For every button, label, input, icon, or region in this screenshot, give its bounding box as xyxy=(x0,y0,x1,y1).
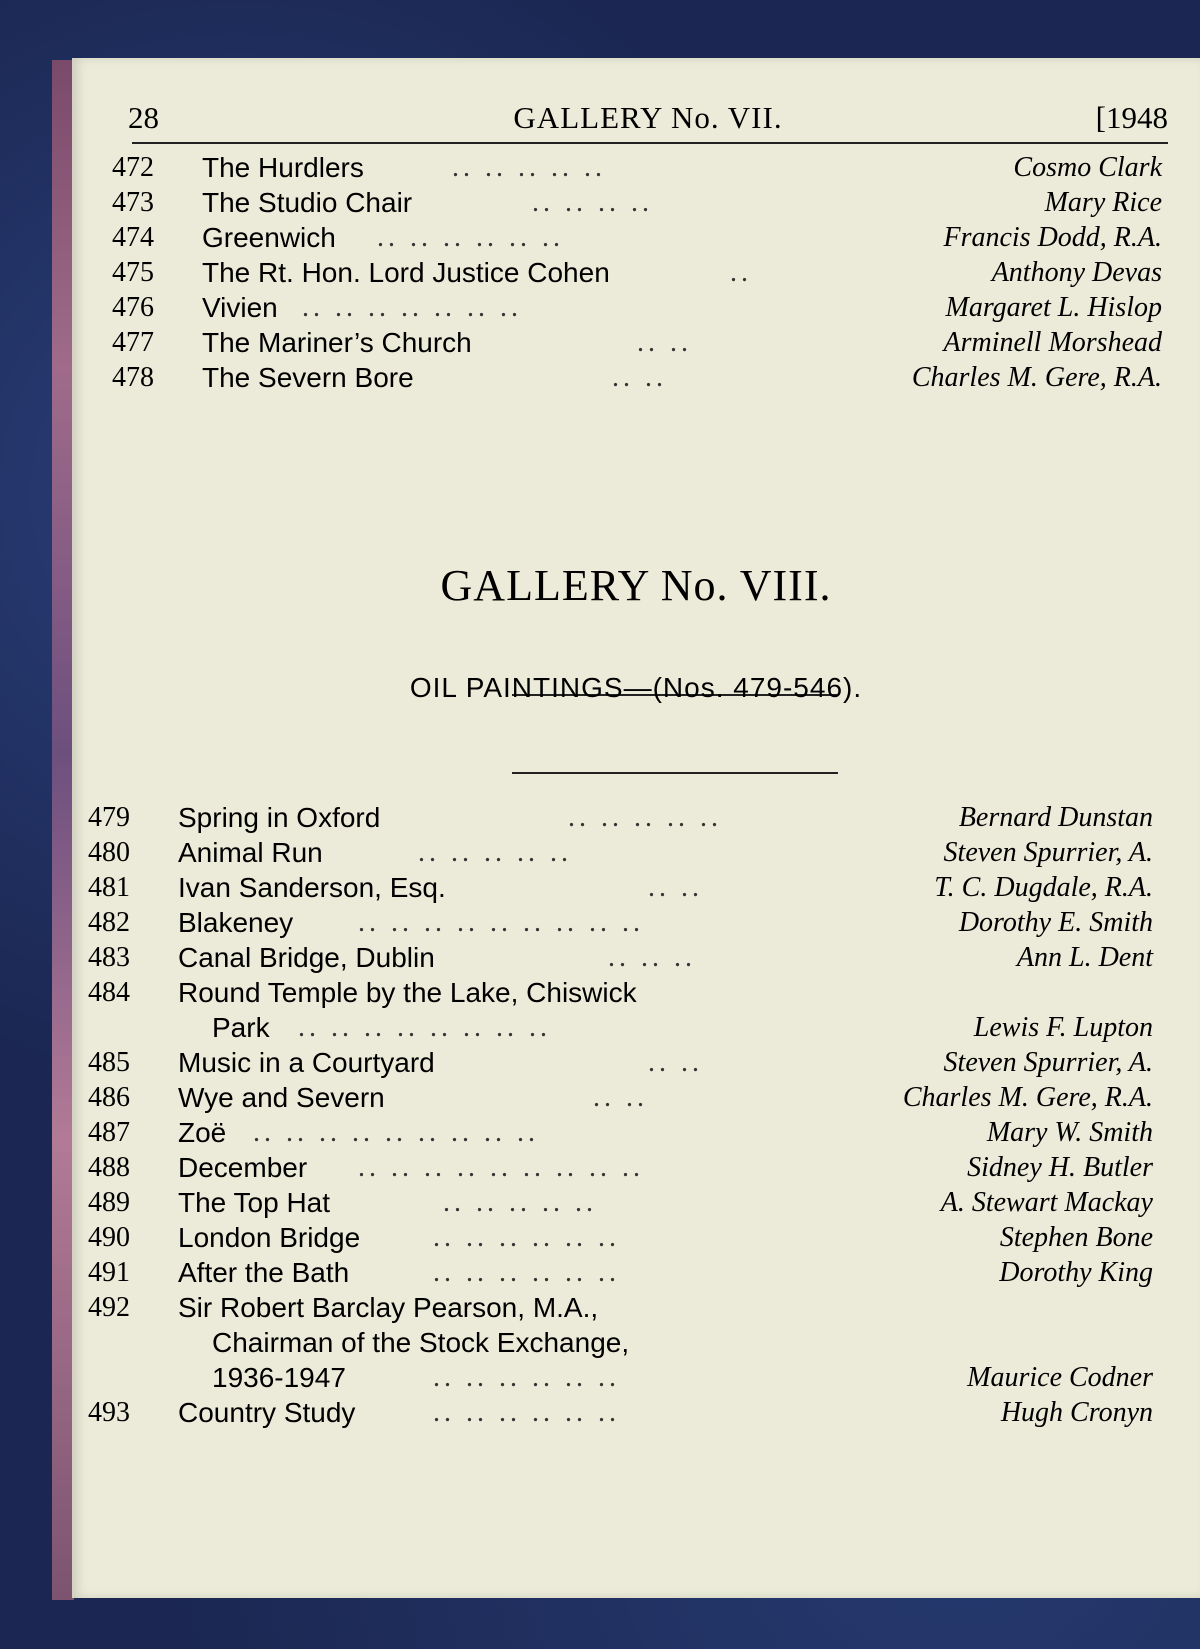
entry-number: 479 xyxy=(88,802,130,833)
entry-title: The Mariner’s Church xyxy=(202,327,472,358)
leader-dots: .. .. .. .. .. .. .. .. .. xyxy=(358,907,644,938)
catalogue-entry xyxy=(88,940,1153,975)
leader-dots: .. .. .. .. .. .. .. .. .. xyxy=(358,1152,644,1183)
entry-title-continued: Chairman of the Stock Exchange, xyxy=(212,1327,630,1358)
entry-title: Zoë xyxy=(178,1117,227,1148)
catalogue-entry xyxy=(88,1395,1153,1430)
entry-title: Animal Run xyxy=(178,837,323,868)
leader-dots: .. .. .. .. .. .. xyxy=(433,1222,620,1253)
entry-artist: Lewis F. Lupton xyxy=(973,1012,1153,1043)
leader-dots: .. .. xyxy=(593,1082,648,1113)
marbled-page-edge xyxy=(52,60,74,1600)
entry-title: Sir Robert Barclay Pearson, M.A., xyxy=(178,1292,599,1323)
leader-dots: .. .. .. .. .. .. xyxy=(377,222,564,253)
page-number: 28 xyxy=(128,100,159,135)
entry-number: 488 xyxy=(88,1152,130,1183)
entry-title-continued: Park xyxy=(212,1012,270,1043)
entry-number: 475 xyxy=(112,257,154,288)
entry-number: 493 xyxy=(88,1397,130,1428)
entry-artist: Ann L. Dent xyxy=(1016,942,1153,973)
catalogue-entry xyxy=(88,1080,1153,1115)
leader-dots: .. xyxy=(730,257,752,288)
catalogue-entry xyxy=(88,870,1153,905)
entry-number: 480 xyxy=(88,837,130,868)
leader-dots: .. .. .. .. .. .. xyxy=(433,1397,620,1428)
entry-artist: Dorothy E. Smith xyxy=(958,907,1153,938)
entry-title-continued: 1936-1947 xyxy=(212,1362,346,1393)
entry-title: The Top Hat xyxy=(178,1187,331,1218)
entry-title: Round Temple by the Lake, Chiswick xyxy=(178,977,637,1008)
entry-number: 483 xyxy=(88,942,130,973)
entry-title: Wye and Severn xyxy=(178,1082,385,1113)
entry-artist: T. C. Dugdale, R.A. xyxy=(934,872,1153,903)
entry-artist: Sidney H. Butler xyxy=(967,1152,1153,1183)
entry-artist: A. Stewart Mackay xyxy=(940,1187,1153,1218)
entry-title: London Bridge xyxy=(178,1222,361,1253)
catalogue-entry xyxy=(88,1115,1153,1150)
leader-dots: .. .. .. .. .. .. .. .. .. xyxy=(253,1117,539,1148)
catalogue-entry xyxy=(88,975,1153,1045)
entry-title: December xyxy=(178,1152,308,1183)
leader-dots: .. .. .. .. .. .. .. xyxy=(302,292,522,323)
leader-dots: .. .. .. .. .. xyxy=(568,802,722,833)
catalogue-entry xyxy=(112,185,1162,220)
catalogue-entry xyxy=(88,905,1153,940)
gallery-viii-list xyxy=(88,800,1153,1430)
entry-artist: Arminell Morshead xyxy=(943,327,1162,358)
entry-artist: Charles M. Gere, R.A. xyxy=(911,362,1162,393)
entry-number: 486 xyxy=(88,1082,130,1113)
entry-number: 478 xyxy=(112,362,154,393)
catalogue-entry xyxy=(88,1220,1153,1255)
entry-title: The Severn Bore xyxy=(202,362,414,393)
entry-title: Music in a Courtyard xyxy=(178,1047,435,1078)
catalogue-entry xyxy=(112,150,1162,185)
entry-artist: Cosmo Clark xyxy=(1013,152,1162,183)
leader-dots: .. .. xyxy=(648,872,703,903)
leader-dots: .. .. .. .. .. xyxy=(418,837,572,868)
entry-number: 484 xyxy=(88,977,130,1008)
entry-number: 487 xyxy=(88,1117,130,1148)
leader-dots: .. .. .. xyxy=(608,942,696,973)
entry-artist: Margaret L. Hislop xyxy=(945,292,1162,323)
leader-dots: .. .. .. .. .. .. .. .. xyxy=(298,1012,551,1043)
entry-title: The Rt. Hon. Lord Justice Cohen xyxy=(202,257,610,288)
header-year: [1948 xyxy=(1095,100,1168,135)
leader-dots: .. .. xyxy=(612,362,667,393)
entry-number: 490 xyxy=(88,1222,130,1253)
catalogue-entry xyxy=(112,255,1162,290)
catalogue-entry xyxy=(88,1185,1153,1220)
leader-dots: .. .. .. .. .. .. xyxy=(433,1257,620,1288)
entry-title: Vivien xyxy=(202,292,278,323)
entry-artist: Dorothy King xyxy=(999,1257,1153,1288)
entry-title: The Hurdlers xyxy=(202,152,364,183)
entry-title: Spring in Oxford xyxy=(178,802,381,833)
entry-artist: Steven Spurrier, A. xyxy=(943,1047,1153,1078)
entry-number: 481 xyxy=(88,872,130,903)
leader-dots: .. .. xyxy=(637,327,692,358)
entry-artist: Charles M. Gere, R.A. xyxy=(902,1082,1153,1113)
gallery-vii-list xyxy=(112,150,1162,395)
entry-number: 491 xyxy=(88,1257,130,1288)
catalogue-entry xyxy=(112,220,1162,255)
entry-artist: Anthony Devas xyxy=(991,257,1162,288)
entry-title: Country Study xyxy=(178,1397,356,1428)
header-title: GALLERY No. VII. xyxy=(513,100,783,135)
entry-artist: Mary Rice xyxy=(1044,187,1162,218)
leader-dots: .. .. xyxy=(648,1047,703,1078)
gallery-viii-subheading: OIL PAINTINGS—(Nos. 479-546). xyxy=(409,672,863,703)
entry-title: Canal Bridge, Dublin xyxy=(178,942,435,973)
leader-dots: .. .. .. .. .. xyxy=(452,152,606,183)
entry-artist: Hugh Cronyn xyxy=(1000,1397,1153,1428)
entry-artist: Bernard Dunstan xyxy=(958,802,1153,833)
entry-number: 476 xyxy=(112,292,154,323)
entry-artist: Maurice Codner xyxy=(967,1362,1153,1393)
catalogue-entry xyxy=(88,800,1153,835)
entry-number: 477 xyxy=(112,327,154,358)
entry-number: 482 xyxy=(88,907,130,938)
entry-title: Greenwich xyxy=(202,222,336,253)
leader-dots: .. .. .. .. .. .. xyxy=(433,1362,620,1393)
entry-number: 489 xyxy=(88,1187,130,1218)
catalogue-entry xyxy=(112,360,1162,395)
entry-artist: Steven Spurrier, A. xyxy=(943,837,1153,868)
entry-number: 474 xyxy=(112,222,154,253)
entry-number: 485 xyxy=(88,1047,130,1078)
header-rule xyxy=(132,142,1168,144)
entry-number: 492 xyxy=(88,1292,130,1323)
leader-dots: .. .. .. .. xyxy=(532,187,653,218)
entry-number: 472 xyxy=(112,152,154,183)
gallery-viii-heading: GALLERY No. VIII. xyxy=(440,561,832,610)
entry-artist: Mary W. Smith xyxy=(986,1117,1153,1148)
catalogue-entry xyxy=(88,835,1153,870)
subheading-rule xyxy=(512,772,838,774)
catalogue-entry xyxy=(88,1045,1153,1080)
leader-dots: .. .. .. .. .. xyxy=(443,1187,597,1218)
entry-title: After the Bath xyxy=(178,1257,350,1288)
catalogue-entry xyxy=(88,1255,1153,1290)
catalogue-entry xyxy=(112,325,1162,360)
entry-title: Ivan Sanderson, Esq. xyxy=(178,872,446,903)
catalogue-entry xyxy=(88,1290,1153,1395)
catalogue-entry xyxy=(112,290,1162,325)
entry-artist: Stephen Bone xyxy=(999,1222,1153,1253)
entry-number: 473 xyxy=(112,187,154,218)
entry-title: Blakeney xyxy=(178,907,294,938)
entry-title: The Studio Chair xyxy=(202,187,413,218)
catalogue-entry xyxy=(88,1150,1153,1185)
entry-artist: Francis Dodd, R.A. xyxy=(943,222,1162,253)
